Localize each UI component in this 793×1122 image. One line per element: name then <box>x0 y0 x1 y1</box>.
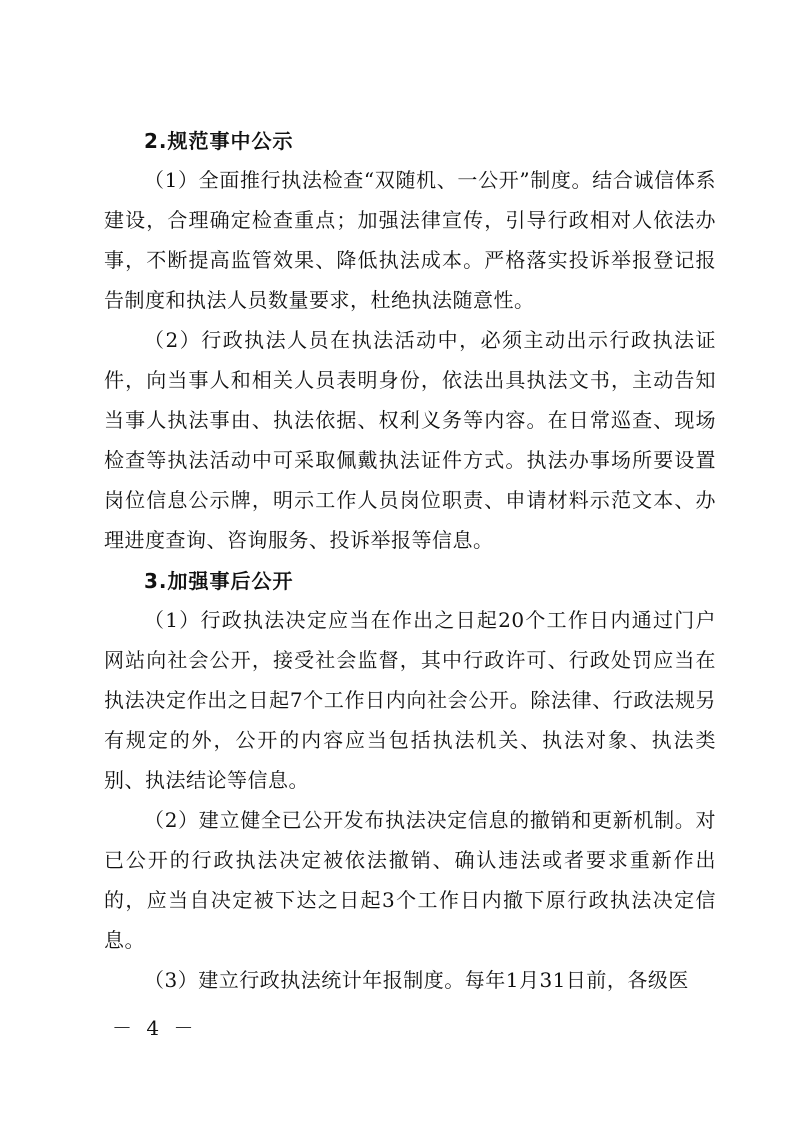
section-heading-3: 3.加强事后公开 <box>144 569 294 593</box>
paragraph-2-1: （1）全面推行执法检查“双随机、一公开”制度。结合诚信体系建设，合理确定检查重点；加强法律宣传，引导行政相对人依法办事，不断提高监管效果、降低执法成本。严格落实投诉举报登记报告制度和执法人员数量要求，杜绝执法随意性。 <box>104 168 716 312</box>
document-body <box>104 120 716 1000</box>
paragraph-3-2: （2）建立健全已公开发布执法决定信息的撤销和更新机制。对已公开的行政执法决定被依法撤销、确认违法或者要求重新作出的，应当自决定被下达之日起3个工作日内撤下原行政执法决定信息。 <box>104 808 716 952</box>
paragraph-3-1: （1）行政执法决定应当在作出之日起20个工作日内通过门户网站向社会公开，接受社会监督，其中行政许可、行政处罚应当在执法决定作出之日起7个工作日内向社会公开。除法律、行政法规另有规定的外，公开的内容应当包括执法机关、执法对象、执法类别、执法结论等信息。 <box>104 608 716 792</box>
section-heading-2: 2.规范事中公示 <box>144 129 294 153</box>
paragraph-2-2: （2）行政执法人员在执法活动中，必须主动出示行政执法证件，向当事人和相关人员表明身份，依法出具执法文书，主动告知当事人执法事由、执法依据、权利义务等内容。在日常巡查、现场检查等执法活动中可采取佩戴执法证件方式。执法办事场所要设置岗位信息公示牌，明示工作人员岗位职责、申请材料示范文本、办理进度查询、咨询服务、投诉举报等信息。 <box>104 328 716 552</box>
paragraph-3-3: （3）建立行政执法统计年报制度。每年1月31日前，各级医 <box>144 968 689 992</box>
page-number: － 4 － <box>112 1016 198 1040</box>
